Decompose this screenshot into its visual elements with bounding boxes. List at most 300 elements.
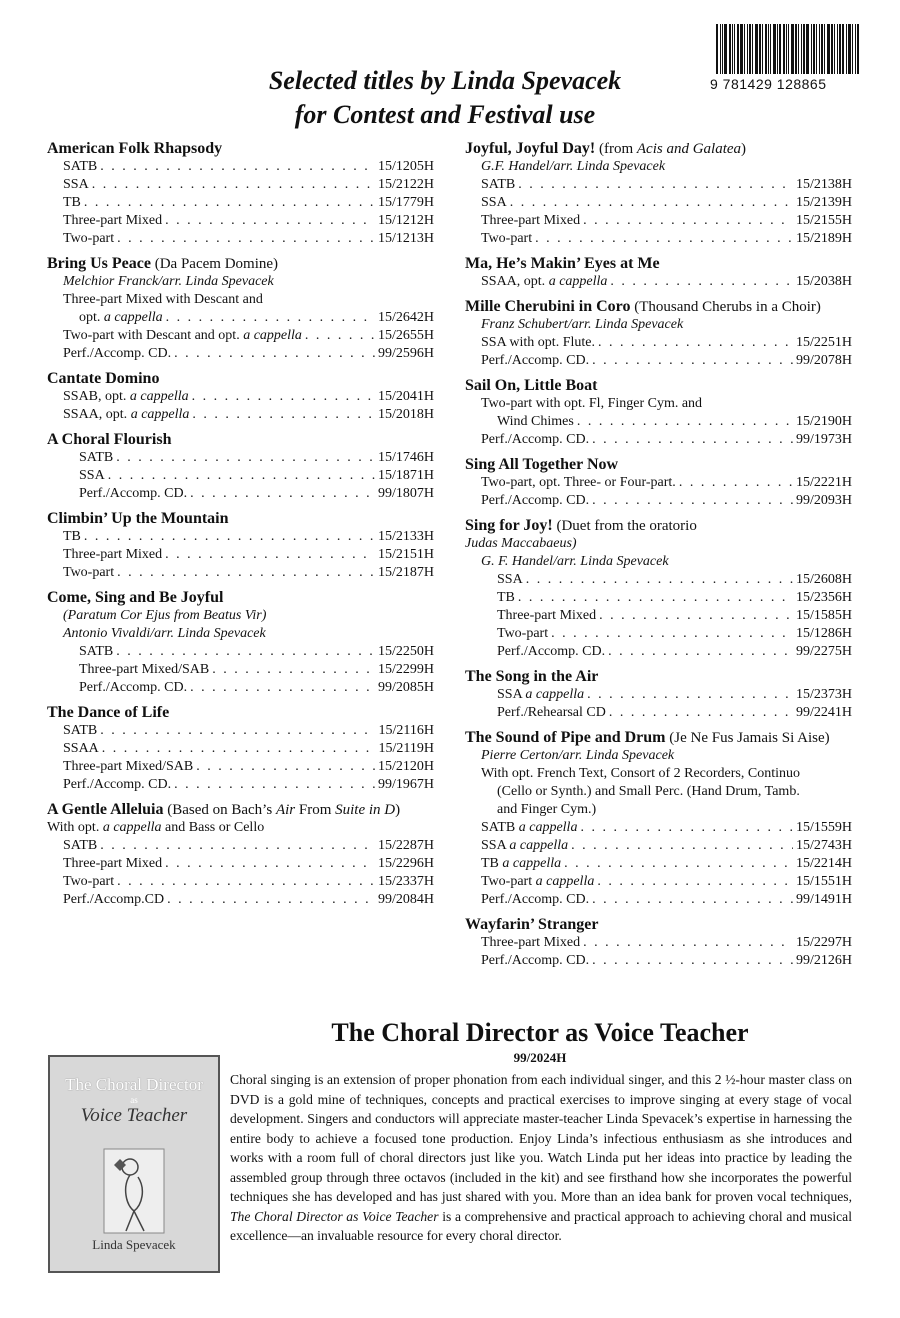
dot-leader	[117, 230, 375, 248]
title-name: The Song in the Air	[465, 668, 599, 685]
voicing-row	[465, 273, 852, 291]
voicing-label	[481, 934, 580, 952]
title-name: Ma, He’s Makin’ Eyes at Me	[465, 255, 660, 272]
voicing-label	[63, 758, 193, 776]
title-subtitle: (Je Ne Fus Jamais Si Aise)	[665, 730, 830, 746]
title-entry	[465, 916, 852, 970]
barcode-bar	[791, 24, 794, 74]
catalog-number: 15/2119H	[378, 741, 434, 756]
barcode-bar	[779, 24, 781, 74]
dot-leader	[165, 546, 375, 564]
dot-leader	[174, 345, 375, 363]
title-entry	[465, 255, 852, 291]
voicing-label-text: SSA	[497, 572, 523, 587]
dvd-cover-image	[48, 1055, 220, 1273]
catalog-number: 99/1973H	[796, 432, 852, 447]
voicing-label-text: SSA	[481, 838, 510, 853]
barcode-bar	[737, 24, 739, 74]
catalog-number: 15/1585H	[796, 608, 852, 623]
catalog-number: 15/2018H	[378, 407, 434, 422]
catalog-number: 15/2297H	[796, 935, 852, 950]
voicing-label-text: SSA with opt. Flute.	[481, 335, 595, 350]
catalog-number: 15/2151H	[378, 547, 434, 562]
voicing-label	[63, 740, 99, 758]
voicing-row	[465, 643, 852, 661]
voicing-row	[47, 837, 434, 855]
voicing-label	[497, 625, 548, 643]
voicing-row	[465, 352, 852, 370]
voicing-note	[47, 819, 434, 837]
title-entry	[47, 431, 434, 503]
voicing-label	[481, 855, 561, 873]
voicing-label-text: SSA	[79, 468, 105, 483]
catalog-number: 15/2221H	[796, 475, 852, 490]
voicing-label-text: Two-part	[63, 874, 115, 889]
title-entry	[465, 729, 852, 909]
dot-leader	[551, 625, 793, 643]
voicing-label-text: Perf./Accomp. CD.	[63, 346, 172, 361]
voicing-label-text: TB	[481, 856, 503, 871]
title-entry	[47, 704, 434, 794]
title-subtitle-italic: Suite in D	[335, 802, 396, 818]
dot-leader	[583, 212, 793, 230]
barcode-bar	[837, 24, 838, 74]
catalog-number: 99/2596H	[378, 346, 434, 361]
dot-leader	[599, 607, 793, 625]
dot-leader	[609, 704, 793, 722]
title-heading	[465, 456, 852, 474]
voicing-row	[465, 413, 852, 431]
voicing-label	[79, 485, 187, 503]
voicing-label	[63, 528, 81, 546]
barcode-bar	[722, 24, 723, 74]
singer-figure-icon	[102, 1147, 166, 1235]
voicing-label	[63, 855, 162, 873]
composer-credit: G. F. Handel/arr. Linda Spevacek	[481, 554, 669, 569]
dot-leader	[167, 891, 375, 909]
voicing-row	[47, 855, 434, 873]
voicing-label-text: Perf./Accomp. CD.	[481, 353, 590, 368]
voicing-note	[465, 395, 852, 413]
cover-line-1: The Choral Director	[65, 1075, 203, 1094]
barcode-bar	[848, 24, 851, 74]
promo-text-part-a: Choral singing is an extension of proper phonation from each individual singer, and this 2 ½-hour master class on DVD is a gold mine of techniques, concepts and practical exercises to improve singing at every stage of vocal development. Singers and conductors will appreciate master-teacher Linda Spevacek’s expertise in harnessing the entire body to achieve a focused tone production. Enjoy Linda’s infectious enthusiasm as she introduces and works with a room full of choral directors just like you. Watch Linda put her ideas into practice by leading the assembled group through three octavos (included in the kit) and see firsthand how she incorporates the powerful techniques she has developed and has just shared with you. More than an idea bank for proven vocal techniques,	[230, 1072, 852, 1204]
title-heading	[465, 729, 852, 747]
title-subtitle: (Duet from the oratorio	[552, 518, 697, 534]
title-heading	[47, 510, 434, 528]
dot-leader	[592, 431, 793, 449]
dot-leader	[102, 740, 376, 758]
voicing-label	[63, 722, 97, 740]
barcode-bar	[762, 24, 763, 74]
voicing-label	[497, 571, 523, 589]
title-name: A Choral Flourish	[47, 431, 172, 448]
voicing-row	[47, 722, 434, 740]
dot-leader	[192, 388, 375, 406]
dot-leader	[165, 855, 375, 873]
dot-leader	[116, 449, 375, 467]
title-name: Sing All Together Now	[465, 456, 619, 473]
barcode-bar	[816, 24, 817, 74]
barcode-bar	[846, 24, 847, 74]
voicing-label-text: SSA	[481, 195, 507, 210]
title-name: Come, Sing and Be Joyful	[47, 589, 224, 606]
voicing-row	[465, 819, 852, 837]
barcode-bar	[806, 24, 809, 74]
dot-leader	[564, 855, 793, 873]
dot-leader	[583, 934, 793, 952]
catalog-number: 99/1491H	[796, 892, 852, 907]
voicing-label	[481, 952, 589, 970]
dot-leader	[100, 722, 375, 740]
title-name: A Gentle Alleluia	[47, 801, 164, 818]
title-entry	[465, 456, 852, 510]
composer-credit: Pierre Certon/arr. Linda Spevacek	[481, 748, 675, 763]
catalog-number: 15/2337H	[378, 874, 434, 889]
dot-leader	[100, 837, 375, 855]
dot-leader	[571, 837, 793, 855]
voicing-label-text: SSAA, opt.	[63, 407, 131, 422]
title-entry	[47, 370, 434, 424]
dot-leader	[84, 528, 375, 546]
voicing-label-text: Two-part	[481, 874, 536, 889]
voicing-row	[47, 230, 434, 248]
voicing-label-text: SATB	[63, 159, 98, 174]
dot-leader	[592, 352, 793, 370]
voicing-label-text: Perf./Accomp. CD.	[481, 892, 590, 907]
title-name: American Folk Rhapsody	[47, 140, 223, 157]
title-heading	[47, 255, 434, 273]
voicing-label-text: SSA	[63, 177, 89, 192]
title-heading	[47, 801, 434, 819]
voicing-row	[465, 334, 852, 352]
voicing-row	[47, 449, 434, 467]
catalog-number: 15/2214H	[796, 856, 852, 871]
catalog-number: 15/1746H	[378, 450, 434, 465]
voicing-label	[481, 273, 607, 291]
voicing-label	[481, 492, 589, 510]
dot-leader	[305, 327, 375, 345]
dot-leader	[518, 589, 793, 607]
voicing-label-text: Perf./Accomp. CD.	[481, 493, 590, 508]
catalog-number: 99/2275H	[796, 644, 852, 659]
voicing-row	[465, 474, 852, 492]
barcode-bar	[819, 24, 820, 74]
title-entry	[47, 589, 434, 697]
voicing-label-text: SATB	[63, 723, 98, 738]
note-text: and Bass or Cello	[161, 820, 265, 835]
title-heading	[465, 298, 852, 316]
title-entry	[47, 255, 434, 363]
dot-leader	[166, 309, 375, 327]
voicing-label-text: SSAB, opt.	[63, 389, 130, 404]
barcode-bar	[813, 24, 815, 74]
voicing-label-text: SSAA	[63, 741, 99, 756]
cover-line-2: as	[130, 1095, 138, 1105]
title-name: Sail On, Little Boat	[465, 377, 598, 394]
barcode-bar	[729, 24, 731, 74]
catalog-number: 15/1205H	[378, 159, 434, 174]
dot-leader	[165, 212, 375, 230]
dot-leader	[92, 176, 375, 194]
catalog-number: 15/2299H	[378, 662, 434, 677]
promo-code: 99/2024H	[513, 1050, 567, 1065]
catalog-number: 15/2250H	[378, 644, 434, 659]
voicing-row	[465, 873, 852, 891]
voicing-note	[465, 783, 852, 801]
title-subtitle: )	[741, 141, 747, 157]
barcode-bar	[834, 24, 835, 74]
catalog-number: 15/2120H	[378, 759, 434, 774]
voicing-label	[497, 643, 605, 661]
voicing-row	[47, 406, 434, 424]
title-subtitle: )	[395, 802, 401, 818]
note-text: and Finger Cym.)	[497, 802, 597, 817]
voicing-label	[63, 388, 189, 406]
voicing-label-text: Perf./Accomp. CD.	[79, 486, 188, 501]
barcode-bar	[831, 24, 833, 74]
dot-leader	[116, 643, 375, 661]
voicing-label-text: Two-part	[63, 565, 115, 580]
title-name: Joyful, Joyful Day!	[465, 140, 596, 157]
voicing-label-text: SATB	[481, 177, 516, 192]
page-heading	[200, 64, 690, 132]
voicing-label-text: Two-part, opt. Three- or Four-part.	[481, 475, 676, 490]
title-name: Cantate Domino	[47, 370, 160, 387]
dot-leader	[100, 158, 375, 176]
catalog-number: 99/1967H	[378, 777, 434, 792]
title-entry	[465, 517, 852, 661]
catalog-number: 15/2743H	[796, 838, 852, 853]
barcode-bar	[839, 24, 841, 74]
catalog-number: 15/2038H	[796, 274, 852, 289]
title-heading	[47, 589, 434, 607]
voicing-row	[47, 194, 434, 212]
barcode-bar	[720, 24, 721, 74]
catalog-number: 99/2126H	[796, 953, 852, 968]
voicing-row	[465, 855, 852, 873]
voicing-label	[79, 679, 187, 697]
voicing-row	[47, 546, 434, 564]
voicing-label	[63, 194, 81, 212]
dot-leader	[592, 891, 793, 909]
voicing-row	[47, 661, 434, 679]
catalog-number: 99/2093H	[796, 493, 852, 508]
title-name: Wayfarin’ Stranger	[465, 916, 599, 933]
voicing-row	[47, 309, 434, 327]
voicing-row	[47, 776, 434, 794]
title-name: The Dance of Life	[47, 704, 170, 721]
voicing-label-italic: a cappella	[518, 820, 578, 835]
voicing-label	[79, 449, 113, 467]
catalog-number: 15/2139H	[796, 195, 852, 210]
voicing-label	[63, 406, 189, 424]
barcode-bar	[852, 24, 853, 74]
title-heading	[465, 255, 852, 273]
voicing-row	[47, 327, 434, 345]
voicing-row	[465, 625, 852, 643]
voicing-label-italic: a cappella	[103, 310, 163, 325]
voicing-row	[465, 194, 852, 212]
voicing-row	[465, 837, 852, 855]
promo-title: The Choral Director as Voice Teacher	[331, 1018, 749, 1047]
catalog-number: 15/2138H	[796, 177, 852, 192]
promo-text-part-b: is a comprehensive and practical approach to achieving choral and musical excellence—an invaluable resource for every choral director.	[230, 1208, 852, 1243]
voicing-label	[481, 819, 577, 837]
title-heading	[465, 668, 852, 686]
voicing-row	[47, 467, 434, 485]
voicing-label	[79, 661, 209, 679]
dot-leader	[580, 819, 793, 837]
promo-description	[230, 1070, 852, 1246]
dot-leader	[190, 679, 375, 697]
voicing-label-text: Perf./Accomp. CD.	[497, 644, 606, 659]
barcode-bar	[752, 24, 753, 74]
voicing-note	[465, 765, 852, 783]
voicing-label	[63, 158, 97, 176]
title-subtitle-line: Judas Maccabaeus)	[465, 536, 577, 551]
voicing-label-text: Three-part Mixed	[63, 213, 163, 228]
voicing-label-text: TB	[497, 590, 515, 605]
title-entry	[47, 510, 434, 582]
catalog-number: 99/2078H	[796, 353, 852, 368]
catalog-number: 15/2296H	[378, 856, 434, 871]
voicing-label-text: Perf./Accomp. CD.	[481, 432, 590, 447]
voicing-label	[481, 334, 595, 352]
dot-leader	[518, 176, 793, 194]
voicing-label-text: Three-part Mixed/SAB	[63, 759, 194, 774]
catalog-number: 99/2085H	[378, 680, 434, 695]
voicing-label-text: Perf./Rehearsal CD	[497, 705, 606, 720]
barcode-bar	[770, 24, 771, 74]
barcode-bar	[734, 24, 735, 74]
title-name: Bring Us Peace	[47, 255, 151, 272]
barcode-bar	[765, 24, 767, 74]
catalog-number: 15/2642H	[378, 310, 434, 325]
catalog-number: 15/2373H	[796, 687, 852, 702]
voicing-label	[481, 352, 589, 370]
voicing-row	[465, 571, 852, 589]
barcode-bar	[811, 24, 812, 74]
note-text: Three-part Mixed with Descant and	[63, 292, 263, 307]
note-text: With opt.	[47, 820, 103, 835]
voicing-label	[481, 891, 589, 909]
dot-leader	[196, 758, 375, 776]
title-heading	[465, 517, 852, 535]
voicing-label	[497, 589, 515, 607]
voicing-row	[465, 431, 852, 449]
barcode-bar	[855, 24, 856, 74]
promo-text-title: The Choral Director as Voice Teacher	[230, 1208, 439, 1224]
title-name: Sing for Joy!	[465, 517, 553, 534]
dot-leader	[84, 194, 375, 212]
voicing-label-text: Wind Chimes	[497, 414, 574, 429]
voicing-label	[481, 431, 589, 449]
voicing-label-text: SATB	[79, 644, 114, 659]
voicing-label-italic: a cappella	[535, 874, 595, 889]
voicing-row	[47, 891, 434, 909]
catalog-number: 99/2084H	[378, 892, 434, 907]
composer-credit: G.F. Handel/arr. Linda Spevacek	[481, 159, 666, 174]
catalog-number: 15/2187H	[378, 565, 434, 580]
barcode-bar	[801, 24, 802, 74]
voicing-label-text: SSAA, opt.	[481, 274, 549, 289]
barcode-bar	[786, 24, 787, 74]
dot-leader	[212, 661, 375, 679]
voicing-row	[47, 485, 434, 503]
catalog-number: 15/1551H	[796, 874, 852, 889]
catalog-number: 15/2189H	[796, 231, 852, 246]
dot-leader	[608, 643, 793, 661]
voicing-row	[47, 528, 434, 546]
voicing-row	[47, 158, 434, 176]
voicing-row	[47, 740, 434, 758]
dot-leader	[190, 485, 375, 503]
voicing-row	[47, 873, 434, 891]
voicing-row	[47, 679, 434, 697]
voicing-label	[497, 704, 606, 722]
voicing-row	[465, 607, 852, 625]
title-entry	[47, 140, 434, 248]
voicing-label	[63, 230, 114, 248]
voicing-label	[63, 327, 302, 345]
voicing-label-italic: a cappella	[243, 328, 302, 343]
voicing-label	[63, 546, 162, 564]
voicing-row	[465, 952, 852, 970]
barcode-bar	[716, 24, 718, 74]
catalog-number: 15/2133H	[378, 529, 434, 544]
barcode-bar	[795, 24, 797, 74]
voicing-label-text: Two-part	[497, 626, 549, 641]
left-title-column	[47, 140, 434, 916]
title-entry	[465, 377, 852, 449]
barcode-bar	[777, 24, 778, 74]
catalog-number: 15/2155H	[796, 213, 852, 228]
dot-leader	[526, 571, 793, 589]
voicing-label	[481, 474, 676, 492]
title-subtitle: (Based on Bach’s	[163, 802, 276, 818]
title-heading	[465, 377, 852, 395]
voicing-label	[63, 837, 97, 855]
catalog-number: 15/1286H	[796, 626, 852, 641]
composer-credit: Antonio Vivaldi/arr. Linda Spevacek	[63, 626, 266, 641]
barcode-bar	[783, 24, 785, 74]
voicing-label-text: Three-part Mixed/SAB	[79, 662, 210, 677]
dot-leader	[587, 686, 793, 704]
voicing-row	[47, 643, 434, 661]
voicing-label-italic: a cappella	[548, 274, 608, 289]
barcode-bar	[857, 24, 859, 74]
voicing-row	[465, 934, 852, 952]
cover-line-3: Voice Teacher	[80, 1105, 188, 1126]
voicing-label	[481, 230, 532, 248]
catalog-number: 15/2608H	[796, 572, 852, 587]
isbn-number: 9 781429 128865	[710, 76, 827, 92]
title-name: Climbin’ Up the Mountain	[47, 510, 229, 527]
dot-leader	[510, 194, 793, 212]
voicing-label	[497, 413, 574, 431]
voicing-row	[47, 564, 434, 582]
dot-leader	[192, 406, 375, 424]
catalog-number: 99/1807H	[378, 486, 434, 501]
title-heading	[465, 916, 852, 934]
cover-author: Linda Spevacek	[92, 1237, 176, 1252]
note-text: Two-part with opt. Fl, Finger Cym. and	[481, 396, 703, 411]
barcode-bar	[732, 24, 733, 74]
voicing-label-text: Three-part Mixed	[497, 608, 597, 623]
barcode-bar	[755, 24, 758, 74]
voicing-row	[465, 230, 852, 248]
